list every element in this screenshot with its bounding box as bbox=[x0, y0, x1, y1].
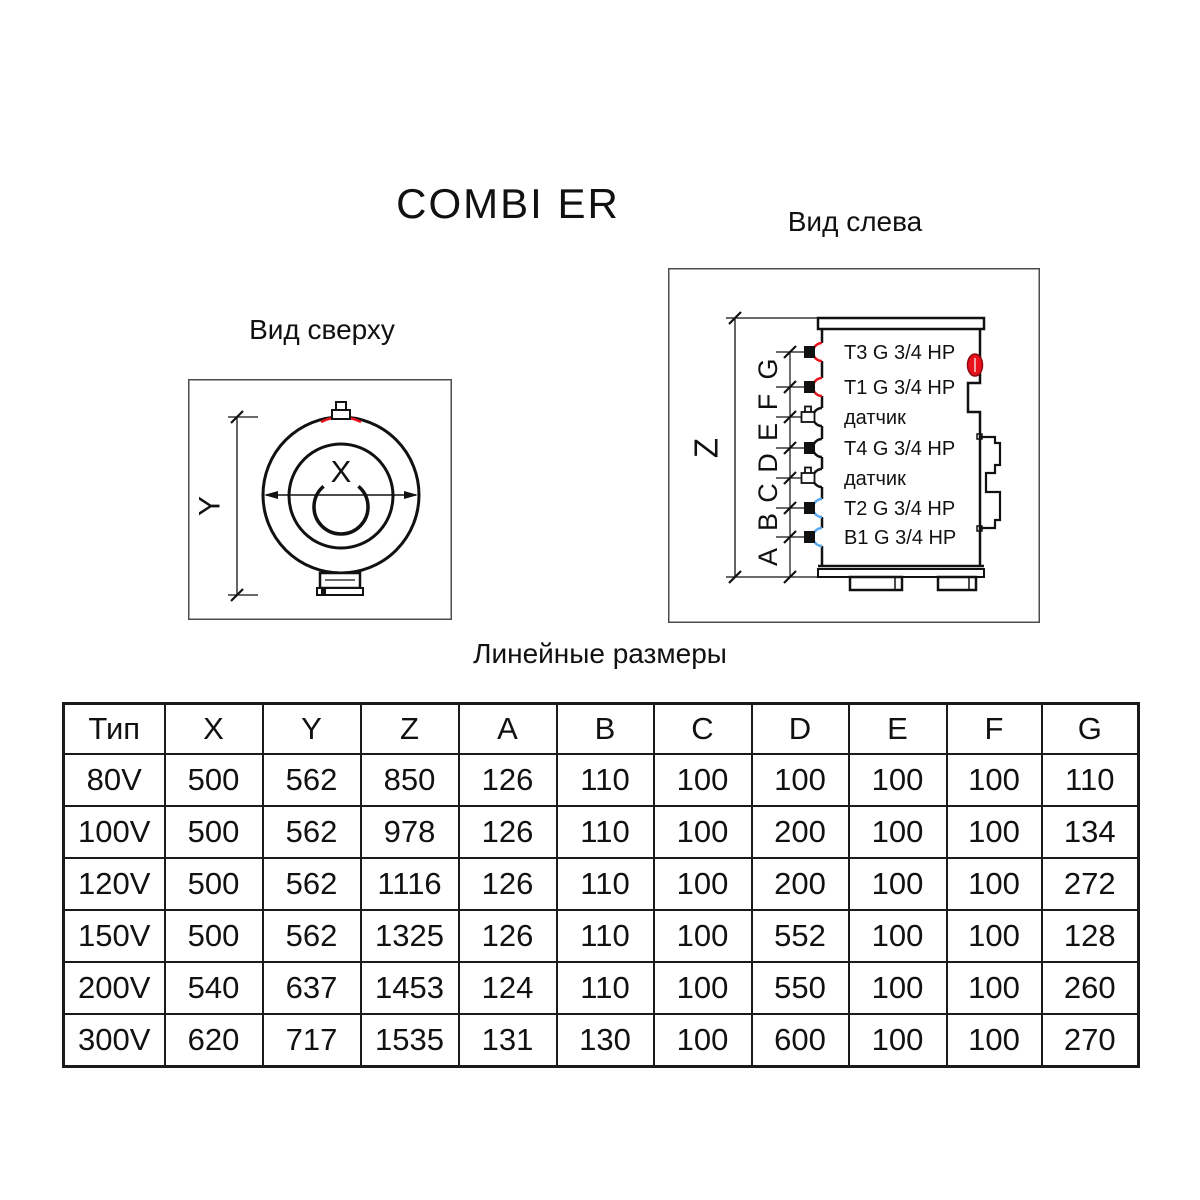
stub-t2-icon bbox=[804, 502, 815, 514]
dimension-cell: 260 bbox=[1042, 962, 1139, 1014]
dimension-cell: 850 bbox=[361, 754, 459, 806]
sensor-upper-icon bbox=[802, 407, 815, 423]
table-row bbox=[64, 962, 1139, 1014]
dimension-cell: 110 bbox=[557, 754, 654, 806]
x-dimension-arrow bbox=[264, 491, 418, 499]
table-row bbox=[64, 910, 1139, 962]
bottom-feet bbox=[850, 577, 976, 590]
dimension-cell: 130 bbox=[557, 1014, 654, 1067]
dimension-cell: 500 bbox=[165, 858, 263, 910]
column-header: F bbox=[947, 704, 1042, 755]
dimension-cell: 128 bbox=[1042, 910, 1139, 962]
dimension-cell: 126 bbox=[459, 806, 557, 858]
dimension-cell: 131 bbox=[459, 1014, 557, 1067]
dimension-cell: 100 bbox=[947, 962, 1042, 1014]
table-title: Линейные размеры bbox=[473, 638, 727, 669]
column-header: E bbox=[849, 704, 947, 755]
column-header: Z bbox=[361, 704, 459, 755]
row-type-cell: 150V bbox=[64, 910, 165, 962]
dimension-cell: 100 bbox=[947, 910, 1042, 962]
dimensions-table-head bbox=[64, 704, 1139, 755]
dimension-cell: 540 bbox=[165, 962, 263, 1014]
dimension-cell: 100 bbox=[849, 754, 947, 806]
dimension-cell: 126 bbox=[459, 858, 557, 910]
dimension-cell: 100 bbox=[947, 1014, 1042, 1067]
column-header: C bbox=[654, 704, 752, 755]
dimension-cell: 562 bbox=[263, 754, 361, 806]
segment-letters bbox=[753, 358, 783, 566]
column-header: X bbox=[165, 704, 263, 755]
dimension-cell: 100 bbox=[849, 962, 947, 1014]
port-label-b1: B1 G 3/4 HP bbox=[844, 527, 957, 549]
segment-letter-f: F bbox=[753, 393, 783, 411]
port-label-t2: T2 G 3/4 HP bbox=[844, 498, 956, 520]
column-header: A bbox=[459, 704, 557, 755]
left-view-label: Вид слева bbox=[787, 206, 923, 237]
dimension-cell: 100 bbox=[654, 858, 752, 910]
top-fitting-icon bbox=[332, 402, 350, 419]
dimension-cell: 562 bbox=[263, 806, 361, 858]
row-type-cell: 120V bbox=[64, 858, 165, 910]
thermometer-marker-icon bbox=[968, 354, 983, 376]
dimension-cell: 1116 bbox=[361, 858, 459, 910]
dimension-cell: 100 bbox=[849, 910, 947, 962]
dimension-cell: 500 bbox=[165, 910, 263, 962]
stub-t4-icon bbox=[804, 442, 815, 454]
table-row bbox=[64, 754, 1139, 806]
dimension-cell: 134 bbox=[1042, 806, 1139, 858]
dimensions-table-body bbox=[64, 754, 1139, 1067]
dimension-cell: 100 bbox=[947, 806, 1042, 858]
y-dimension bbox=[228, 411, 258, 601]
y-dimension-label: Y bbox=[193, 495, 227, 517]
segment-letter-g: G bbox=[753, 358, 783, 380]
z-dimension-label: Z bbox=[687, 437, 725, 459]
column-header: G bbox=[1042, 704, 1139, 755]
dimension-cell: 552 bbox=[752, 910, 849, 962]
port-label-t4: T4 G 3/4 HP bbox=[844, 438, 956, 460]
dimension-cell: 200 bbox=[752, 858, 849, 910]
port-label-sensor-upper: датчик bbox=[844, 407, 906, 429]
left-view-diagram bbox=[668, 268, 1040, 623]
dimension-cell: 620 bbox=[165, 1014, 263, 1067]
port-label-t3: T3 G 3/4 HP bbox=[844, 342, 956, 364]
dimension-cell: 270 bbox=[1042, 1014, 1139, 1067]
row-type-cell: 80V bbox=[64, 754, 165, 806]
stub-b1-icon bbox=[804, 531, 815, 543]
stub-t1-icon bbox=[804, 381, 815, 393]
dimension-cell: 100 bbox=[849, 806, 947, 858]
dimension-cell: 126 bbox=[459, 910, 557, 962]
dimension-cell: 550 bbox=[752, 962, 849, 1014]
dimension-cell: 110 bbox=[1042, 754, 1139, 806]
dimension-cell: 562 bbox=[263, 858, 361, 910]
header-row bbox=[64, 704, 1139, 755]
dimension-cell: 110 bbox=[557, 910, 654, 962]
dimension-cell: 637 bbox=[263, 962, 361, 1014]
dimension-cell: 1453 bbox=[361, 962, 459, 1014]
row-type-cell: 300V bbox=[64, 1014, 165, 1067]
dimension-cell: 110 bbox=[557, 962, 654, 1014]
dimension-cell: 100 bbox=[947, 858, 1042, 910]
dimension-cell: 100 bbox=[654, 754, 752, 806]
dimension-cell: 978 bbox=[361, 806, 459, 858]
column-header: Тип bbox=[64, 704, 165, 755]
segment-letter-d: D bbox=[753, 453, 783, 473]
table-row bbox=[64, 858, 1139, 910]
inner-tank-circle bbox=[314, 486, 368, 534]
sensor-lower-icon bbox=[802, 468, 815, 484]
x-dimension-label: X bbox=[330, 454, 352, 489]
dimension-cell: 100 bbox=[849, 1014, 947, 1067]
drawing-title: COMBI ER bbox=[396, 180, 620, 227]
port-labels bbox=[844, 342, 956, 549]
table-row bbox=[64, 1014, 1139, 1067]
dimension-cell: 110 bbox=[557, 806, 654, 858]
segment-letter-b: B bbox=[753, 512, 783, 532]
dimension-cell: 1535 bbox=[361, 1014, 459, 1067]
dimension-cell: 124 bbox=[459, 962, 557, 1014]
column-header: Y bbox=[263, 704, 361, 755]
dimension-cell: 717 bbox=[263, 1014, 361, 1067]
dimension-cell: 100 bbox=[654, 910, 752, 962]
segment-letter-e: E bbox=[753, 422, 783, 442]
top-view-label: Вид сверху bbox=[249, 314, 395, 345]
top-view-diagram bbox=[188, 379, 452, 620]
dimension-cell: 272 bbox=[1042, 858, 1139, 910]
tank-top-cap bbox=[818, 318, 984, 329]
row-type-cell: 200V bbox=[64, 962, 165, 1014]
dimension-cell: 200 bbox=[752, 806, 849, 858]
row-type-cell: 100V bbox=[64, 806, 165, 858]
stub-t3-icon bbox=[804, 346, 815, 358]
dimension-cell: 1325 bbox=[361, 910, 459, 962]
dimension-cell: 110 bbox=[557, 858, 654, 910]
dimension-cell: 562 bbox=[263, 910, 361, 962]
dimension-cell: 600 bbox=[752, 1014, 849, 1067]
dimension-cell: 100 bbox=[654, 962, 752, 1014]
dimension-cell: 100 bbox=[849, 858, 947, 910]
dimension-cell: 126 bbox=[459, 754, 557, 806]
table-row bbox=[64, 806, 1139, 858]
port-label-sensor-lower: датчик bbox=[844, 468, 906, 490]
segment-letter-a: A bbox=[753, 547, 783, 567]
dimension-cell: 100 bbox=[752, 754, 849, 806]
dimension-cell: 500 bbox=[165, 754, 263, 806]
dimension-cell: 100 bbox=[654, 806, 752, 858]
dimensions-table bbox=[62, 702, 1140, 1068]
dimension-cell: 500 bbox=[165, 806, 263, 858]
bottom-foot bbox=[317, 573, 363, 595]
dimension-cell: 100 bbox=[947, 754, 1042, 806]
column-header: D bbox=[752, 704, 849, 755]
port-stubs bbox=[802, 346, 816, 543]
segment-letter-c: C bbox=[753, 483, 783, 503]
dimension-cell: 100 bbox=[654, 1014, 752, 1067]
port-label-t1: T1 G 3/4 HP bbox=[844, 377, 956, 399]
column-header: B bbox=[557, 704, 654, 755]
